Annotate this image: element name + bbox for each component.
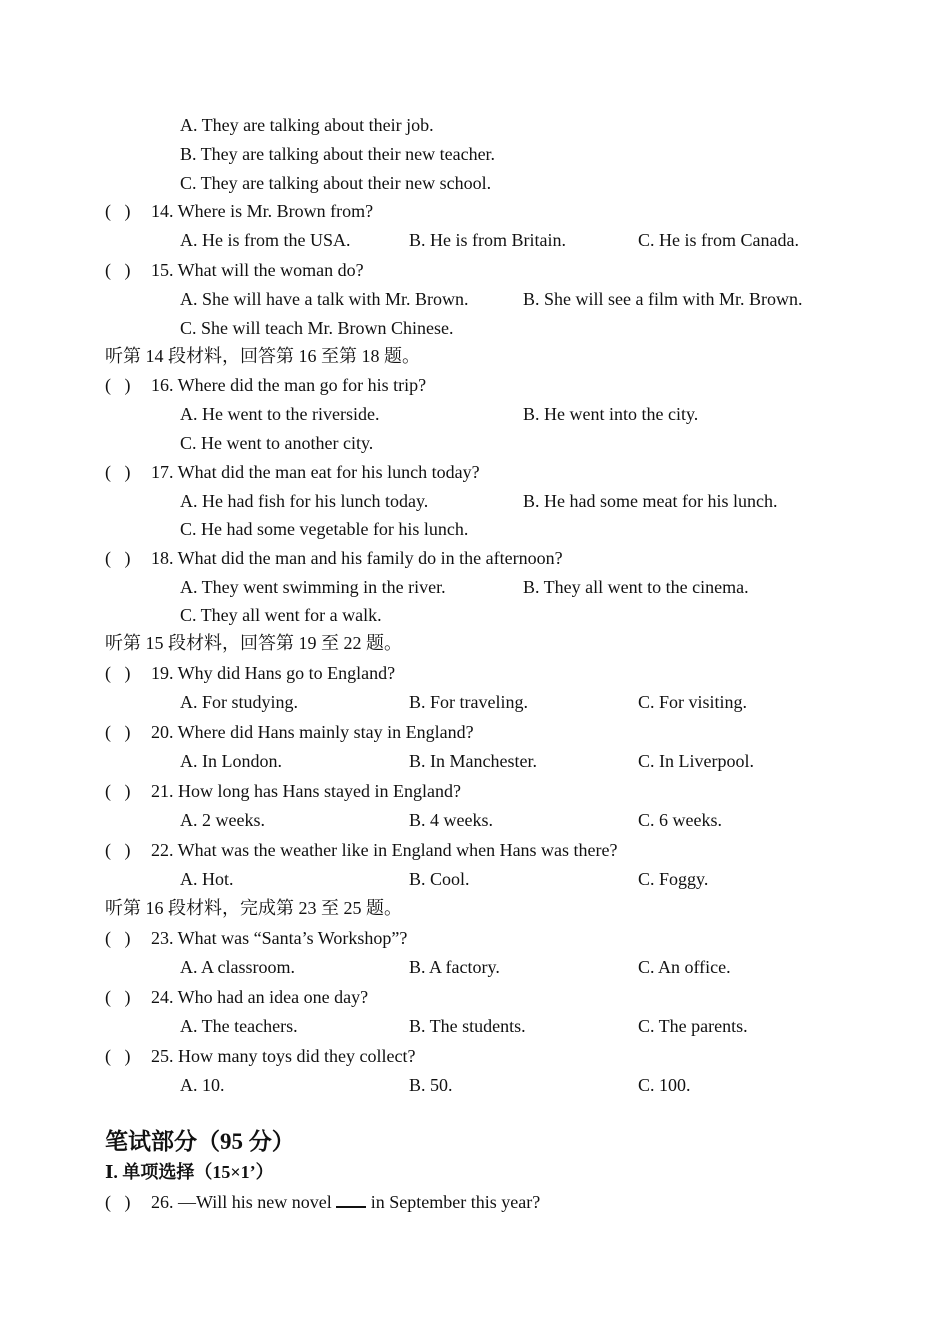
q18-option-b: B. They all went to the cinema. [523,577,749,597]
question-stem: 16. Where did the man go for his trip? [151,375,427,395]
question-18 [105,547,563,569]
q25-option-b: B. 50. [409,1075,453,1095]
question-14 [105,200,373,222]
question-stem: 14. Where is Mr. Brown from? [151,201,374,221]
question-25 [105,1045,415,1067]
question-16 [105,374,426,396]
q13-option-a: A. They are talking about their job. [180,115,434,135]
q19-option-c: C. For visiting. [638,692,748,712]
answer-bracket: ( ) [105,781,131,801]
answer-bracket: ( ) [105,548,131,568]
question-stem: 24. Who had an idea one day? [151,987,369,1007]
q17-option-a: A. He had fish for his lunch today. [180,491,429,511]
answer-bracket: ( ) [105,201,131,221]
q19-option-a: A. For studying. [180,692,299,712]
question-stem: 17. What did the man eat for his lunch today? [151,462,480,482]
q21-option-b: B. 4 weeks. [409,810,493,830]
answer-bracket: ( ) [105,260,131,280]
q21-option-c: C. 6 weeks. [638,810,722,830]
q21-option-a: A. 2 weeks. [180,810,265,830]
q20-option-a: A. In London. [180,751,282,771]
question-22 [105,839,618,861]
q17-option-b: B. He had some meat for his lunch. [523,491,778,511]
answer-bracket: ( ) [105,1046,131,1066]
q18-option-c: C. They all went for a walk. [180,605,382,625]
question-stem-start: 26. —Will his new novel [151,1192,332,1212]
answer-bracket: ( ) [105,928,131,948]
q20-option-b: B. In Manchester. [409,751,537,771]
question-23 [105,927,407,949]
q13-option-c: C. They are talking about their new school. [180,173,492,193]
q16-option-a: A. He went to the riverside. [180,404,380,424]
q22-option-a: A. Hot. [180,869,234,889]
q13-option-b: B. They are talking about their new teacher. [180,144,496,164]
q16-option-c: C. He went to another city. [180,433,374,453]
question-21 [105,780,461,802]
q25-option-c: C. 100. [638,1075,691,1095]
answer-bracket: ( ) [105,663,131,683]
question-24 [105,986,368,1008]
answer-bracket: ( ) [105,722,131,742]
q23-option-b: B. A factory. [409,957,500,977]
q18-option-a: A. They went swimming in the river. [180,577,446,597]
question-stem: 23. What was “Santa’s Workshop”? [151,928,408,948]
q17-option-c: C. He had some vegetable for his lunch. [180,519,469,539]
q14-option-b: B. He is from Britain. [409,230,566,250]
question-stem: 25. How many toys did they collect? [151,1046,416,1066]
q24-option-a: A. The teachers. [180,1016,298,1036]
q22-option-b: B. Cool. [409,869,470,889]
q15-option-a: A. She will have a talk with Mr. Brown. [180,289,469,309]
written-section-title: 笔试部分（95 分） [105,1129,295,1154]
q23-option-a: A. A classroom. [180,957,295,977]
section-heading-14: 听第 14 段材料，回答第 16 至第 18 题。 [105,346,420,366]
q15-option-b: B. She will see a film with Mr. Brown. [523,289,803,309]
part-1-title: Ⅰ. 单项选择（15×1’） [105,1162,274,1182]
question-stem: 19. Why did Hans go to England? [151,663,396,683]
q24-option-c: C. The parents. [638,1016,748,1036]
q22-option-c: C. Foggy. [638,869,709,889]
answer-bracket: ( ) [105,987,131,1007]
question-stem: 20. Where did Hans mainly stay in England? [151,722,474,742]
section-heading-15: 听第 15 段材料，回答第 19 至 22 题。 [105,633,402,653]
question-stem: 21. How long has Hans stayed in England? [151,781,461,801]
answer-bracket: ( ) [105,462,131,482]
answer-bracket: ( ) [105,840,131,860]
q23-option-c: C. An office. [638,957,731,977]
answer-bracket: ( ) [105,375,131,395]
question-19 [105,662,395,684]
question-15 [105,259,364,281]
section-heading-16: 听第 16 段材料，完成第 23 至 25 题。 [105,898,402,918]
question-stem-end: in September this year? [370,1192,541,1212]
question-stem: 22. What was the weather like in England when Hans was there? [151,840,618,860]
question-17 [105,461,480,483]
q16-option-b: B. He went into the city. [523,404,699,424]
question-20 [105,721,474,743]
q14-option-a: A. He is from the USA. [180,230,351,250]
fill-in-blank [336,1190,366,1208]
q24-option-b: B. The students. [409,1016,526,1036]
question-stem: 15. What will the woman do? [151,260,364,280]
q19-option-b: B. For traveling. [409,692,528,712]
answer-bracket: ( ) [105,1192,131,1212]
q20-option-c: C. In Liverpool. [638,751,754,771]
question-stem: 18. What did the man and his family do in the afternoon? [151,548,563,568]
q25-option-a: A. 10. [180,1075,225,1095]
q15-option-c: C. She will teach Mr. Brown Chinese. [180,318,454,338]
q14-option-c: C. He is from Canada. [638,230,799,250]
question-26 [105,1190,540,1213]
